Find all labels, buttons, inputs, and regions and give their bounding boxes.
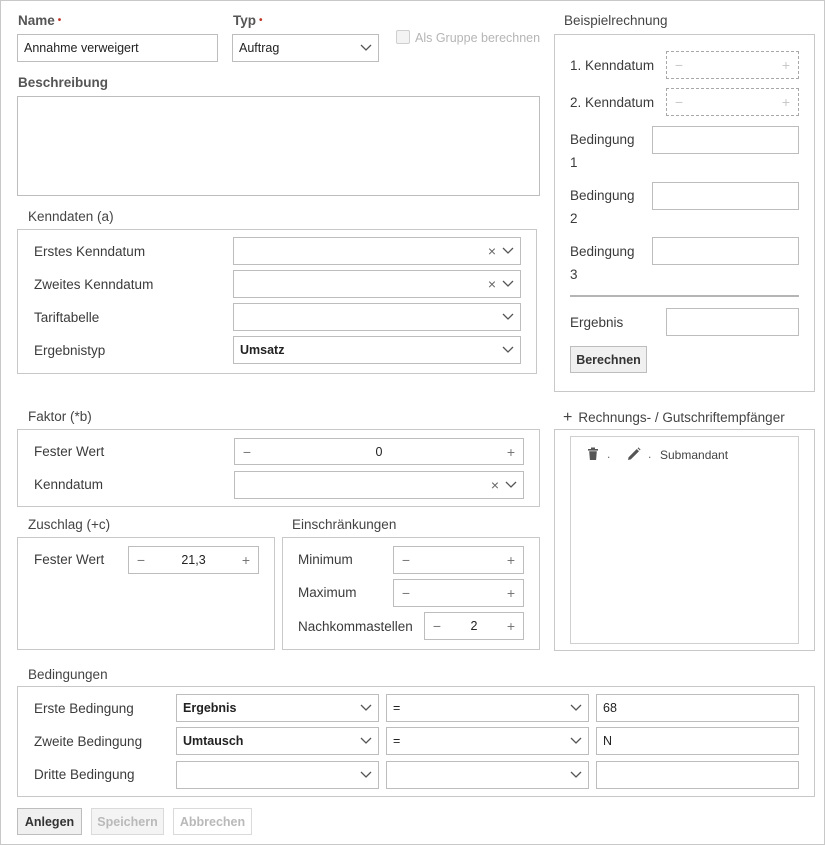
increment-button[interactable]: + [781, 94, 791, 110]
decrement-button[interactable]: − [242, 443, 252, 460]
edit-pencil-icon[interactable] [627, 447, 641, 461]
beispiel-k2-value[interactable] [689, 89, 776, 115]
empfaenger-legend [563, 409, 785, 427]
first-kenndatum-select[interactable] [233, 237, 521, 265]
beispiel-b3-input[interactable] [652, 237, 799, 265]
increment-button[interactable]: + [241, 552, 251, 568]
save-button[interactable]: Speichern [91, 808, 164, 835]
clear-icon[interactable]: × [487, 276, 496, 292]
beispiel-k2-stepper[interactable] [666, 88, 799, 116]
decimals-value[interactable]: 2 [470, 619, 478, 633]
chevron-down-icon [360, 704, 372, 712]
einschraenkungen-legend: Einschränkungen [292, 517, 397, 532]
condition-3-value-input[interactable] [596, 761, 799, 789]
decimals-stepper[interactable] [424, 612, 524, 640]
condition-1-operator-value: = [393, 701, 401, 715]
minimum-label: Minimum [298, 552, 353, 567]
result-type-select[interactable] [233, 336, 521, 364]
chevron-down-icon [502, 313, 514, 321]
condition-2-value-input[interactable]: N [596, 727, 799, 755]
beispiel-k1-value[interactable] [689, 52, 776, 78]
bedingungen-legend: Bedingungen [28, 667, 108, 682]
beispiel-b2-label-number: 2 [570, 211, 578, 226]
beispiel-b1-label-number: 1 [570, 155, 578, 170]
group-checkbox[interactable] [396, 30, 410, 44]
chevron-down-icon [570, 771, 582, 779]
chevron-down-icon [360, 44, 372, 52]
second-kenndatum-select[interactable] [233, 270, 521, 298]
calculate-button[interactable]: Berechnen [570, 346, 647, 373]
minimum-stepper[interactable] [393, 546, 524, 574]
name-label: Name • [18, 13, 62, 28]
condition-2-operator-select[interactable] [386, 727, 589, 755]
faktor-fixed-value[interactable]: 0 [375, 444, 383, 459]
result-type-value: Umsatz [240, 343, 285, 357]
description-label: Beschreibung [18, 75, 109, 90]
beispiel-b3-label: Bedingung [570, 244, 635, 259]
faktor-fixed-label: Fester Wert [34, 444, 105, 459]
chevron-down-icon [360, 771, 372, 779]
beispiel-b2-input[interactable] [652, 182, 799, 210]
beispiel-k1-label: 1. Kenndatum [570, 58, 655, 73]
second-kenndatum-label: Zweites Kenndatum [34, 277, 154, 292]
chevron-down-icon [502, 280, 514, 288]
beispiel-b3-label-number: 3 [570, 267, 578, 282]
condition-2-field-select[interactable] [176, 727, 379, 755]
first-kenndatum-label: Erstes Kenndatum [34, 244, 146, 259]
tree-dot: . [648, 447, 652, 461]
increment-button[interactable]: + [506, 585, 516, 601]
increment-button[interactable]: + [781, 57, 791, 73]
zuschlag-fixed-value[interactable]: 21,3 [181, 553, 206, 567]
zuschlag-fixed-stepper[interactable] [128, 546, 259, 574]
chevron-down-icon [505, 481, 517, 489]
decrement-button[interactable]: − [432, 618, 442, 634]
condition-3-operator-select[interactable] [386, 761, 589, 789]
decrement-button[interactable]: − [401, 585, 411, 601]
condition-1-operator-select[interactable] [386, 694, 589, 722]
condition-3-label: Dritte Bedingung [34, 767, 135, 782]
cancel-button[interactable]: Abbrechen [173, 808, 252, 835]
required-mark: • [259, 15, 263, 26]
trash-icon[interactable] [587, 447, 599, 461]
condition-2-operator-value: = [393, 734, 401, 748]
name-input[interactable]: Annahme verweigert [17, 34, 218, 62]
zuschlag-fixed-label: Fester Wert [34, 552, 105, 567]
chevron-down-icon [502, 247, 514, 255]
chevron-down-icon [570, 704, 582, 712]
empfaenger-tree [570, 436, 799, 644]
beispiel-k2-label: 2. Kenndatum [570, 95, 655, 110]
condition-1-value-input[interactable]: 68 [596, 694, 799, 722]
increment-button[interactable]: + [506, 443, 516, 460]
condition-1-field-select[interactable] [176, 694, 379, 722]
beispiel-k1-stepper[interactable] [666, 51, 799, 79]
description-textarea[interactable] [17, 96, 540, 196]
decimals-label: Nachkommastellen [298, 619, 413, 634]
type-label: Typ • [233, 13, 263, 28]
condition-1-label: Erste Bedingung [34, 701, 134, 716]
required-mark: • [57, 15, 62, 26]
tariff-table-label: Tariftabelle [34, 310, 100, 325]
tariff-table-select[interactable] [233, 303, 521, 331]
type-select-value: Auftrag [239, 41, 280, 55]
increment-button[interactable]: + [506, 618, 516, 634]
decrement-button[interactable]: − [674, 57, 684, 73]
create-button[interactable]: Anlegen [17, 808, 82, 835]
kenndaten-legend: Kenndaten (a) [28, 209, 114, 224]
beispiel-result-label: Ergebnis [570, 315, 624, 330]
condition-2-label: Zweite Bedingung [34, 734, 143, 749]
increment-button[interactable]: + [506, 552, 516, 568]
beispiel-b1-input[interactable] [652, 126, 799, 154]
faktor-kenndatum-select[interactable] [234, 471, 524, 499]
minimum-value[interactable] [416, 547, 501, 573]
tree-item-submandant[interactable]: Submandant [660, 448, 729, 462]
beispiel-b1-label: Bedingung [570, 132, 635, 147]
faktor-legend: Faktor (*b) [28, 409, 92, 424]
beispiel-divider [570, 295, 799, 297]
decrement-button[interactable]: − [401, 552, 411, 568]
decrement-button[interactable]: − [136, 552, 146, 568]
chevron-down-icon [360, 737, 372, 745]
condition-2-field-value: Umtausch [183, 734, 244, 748]
clear-icon[interactable]: × [487, 243, 496, 259]
beispiel-legend: Beispielrechnung [564, 13, 668, 28]
beispiel-b2-label: Bedingung [570, 188, 635, 203]
empfaenger-title: Rechnungs- / Gutschriftempfänger [578, 410, 785, 425]
type-select[interactable] [232, 34, 379, 62]
chevron-down-icon [570, 737, 582, 745]
tree-dot: . [607, 447, 611, 461]
faktor-kenndatum-label: Kenndatum [34, 477, 104, 492]
condition-1-field-value: Ergebnis [183, 701, 237, 715]
condition-3-field-select[interactable] [176, 761, 379, 789]
decrement-button[interactable]: − [674, 94, 684, 110]
beispiel-result-input[interactable] [666, 308, 799, 336]
maximum-value[interactable] [416, 580, 501, 606]
chevron-down-icon [502, 346, 514, 354]
maximum-label: Maximum [298, 585, 357, 600]
result-type-label: Ergebnistyp [34, 343, 106, 358]
clear-icon[interactable]: × [490, 477, 499, 493]
zuschlag-legend: Zuschlag (+c) [28, 517, 111, 532]
maximum-stepper[interactable] [393, 579, 524, 607]
group-checkbox-label: Als Gruppe berechnen [415, 31, 541, 45]
faktor-fixed-stepper[interactable] [234, 438, 524, 465]
add-icon[interactable]: + [563, 409, 573, 426]
